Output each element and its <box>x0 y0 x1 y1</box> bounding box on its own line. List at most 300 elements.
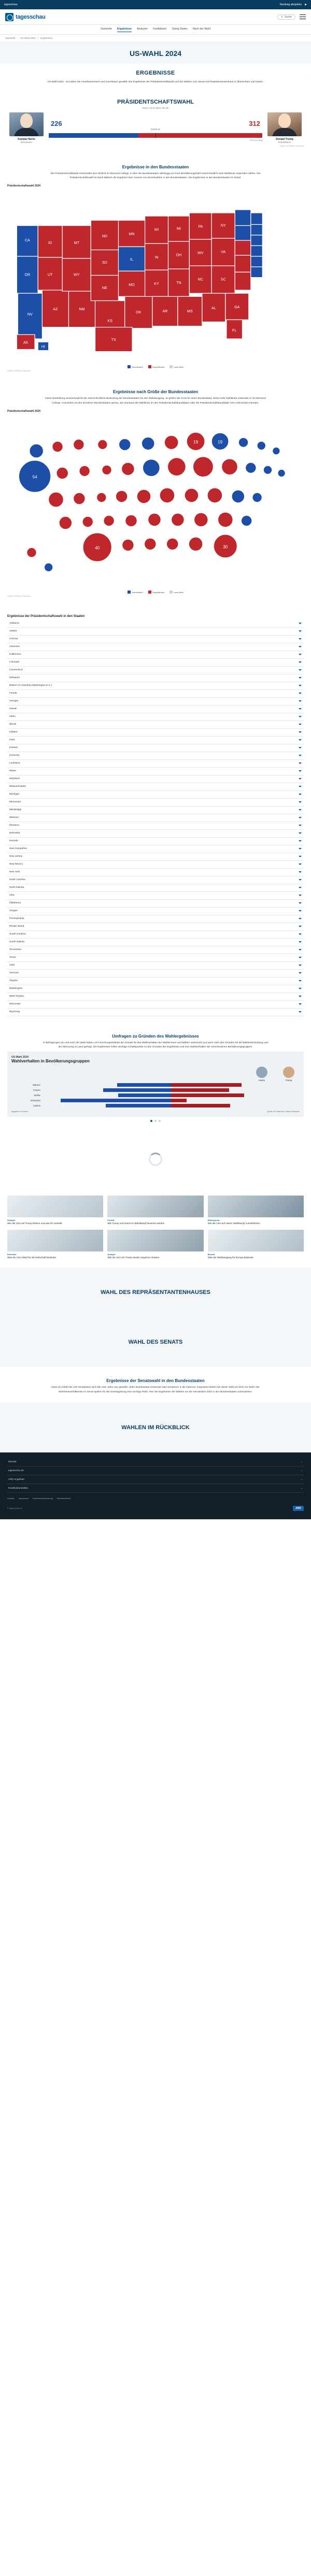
teaser-thumbnail <box>7 1196 103 1217</box>
nav-item-analysen[interactable]: Analysen <box>136 27 148 31</box>
state-accordion-item[interactable] <box>7 900 304 908</box>
state-accordion-item[interactable] <box>7 791 304 799</box>
us-bubble-map[interactable] <box>7 414 304 588</box>
state-accordion-item[interactable] <box>7 807 304 814</box>
chevron-down-icon <box>299 638 302 640</box>
footer-accordion-row[interactable] <box>7 1475 304 1484</box>
chevron-down-icon: ⌄ <box>301 1486 303 1489</box>
legend-open: noch offen <box>169 365 183 368</box>
state-name: District of Columbia (Washington D.C.) <box>9 684 52 687</box>
play-broadcast-label[interactable]: Sendung abspielen <box>279 3 302 6</box>
house-heading: WAHL DES REPRÄSENTANTENHAUSES <box>101 1289 210 1296</box>
state-name: North Carolina <box>9 879 25 882</box>
page-title-band <box>0 42 311 64</box>
chevron-down-icon <box>299 747 302 749</box>
chevron-down-icon <box>299 731 302 733</box>
state-accordion-item[interactable] <box>7 752 304 760</box>
state-accordion-item[interactable] <box>7 822 304 830</box>
state-name: North Dakota <box>9 886 24 889</box>
chart-bar-harris <box>61 1099 171 1106</box>
svg-text:19: 19 <box>218 439 223 444</box>
state-accordion-item[interactable] <box>7 962 304 970</box>
state-accordion-item[interactable] <box>7 931 304 939</box>
state-accordion-item[interactable] <box>7 1009 304 1016</box>
candidate-harris <box>7 112 46 143</box>
chevron-down-icon <box>299 739 302 741</box>
svg-text:MN: MN <box>129 232 135 237</box>
retro-section <box>0 1403 311 1452</box>
state-accordion-item[interactable] <box>7 643 304 651</box>
state-accordion-item[interactable] <box>7 993 304 1001</box>
carousel-dots[interactable] <box>7 1120 304 1122</box>
chevron-down-icon <box>299 864 302 865</box>
teaser-thumbnail <box>208 1196 304 1217</box>
teaser-headline: Wie die USA auf Trump blicken und was ihn antreibt <box>7 1222 62 1225</box>
state-accordion-item[interactable] <box>7 737 304 744</box>
electoral-label: Wahlleute <box>150 128 161 131</box>
logo-wordmark: tagesschau <box>16 13 46 20</box>
electoral-score <box>49 120 262 143</box>
presidential-source: Quelle: AP/Edison Research <box>280 145 304 148</box>
state-name: Ohio <box>9 894 15 897</box>
state-accordion-item[interactable] <box>7 674 304 682</box>
presidential-stand: Stand: 20.12.2024, 09 Uhr <box>142 107 169 110</box>
svg-text:VA: VA <box>221 250 226 255</box>
state-accordion-item[interactable] <box>7 799 304 807</box>
teaser-kicker: Analyse <box>7 1219 16 1222</box>
teaser-column-1 <box>7 1196 103 1259</box>
footer-accordion-label: ARD-Angebote <box>8 1478 24 1481</box>
us-choropleth-map[interactable] <box>7 189 304 363</box>
chart-value-harris: 53 <box>104 1093 107 1096</box>
state-accordion-item[interactable] <box>7 869 304 876</box>
state-name: New Mexico <box>9 863 23 866</box>
ard-logo[interactable]: ARD <box>293 1506 304 1511</box>
legend-dem: Demokraten <box>128 365 143 368</box>
svg-text:PA: PA <box>198 225 203 229</box>
state-accordion-item[interactable] <box>7 667 304 674</box>
candidate-trump <box>265 112 304 143</box>
footer-accordion-row[interactable] <box>7 1484 304 1493</box>
logo-mark-icon <box>5 13 13 21</box>
svg-text:FL: FL <box>232 328 237 333</box>
svg-text:GA: GA <box>234 305 240 310</box>
state-name: Rhode Island <box>9 925 24 928</box>
state-accordion-item[interactable] <box>7 970 304 977</box>
chart-bar-trump <box>171 1093 244 1097</box>
state-accordion-item[interactable] <box>7 954 304 962</box>
teaser-item[interactable] <box>7 1196 103 1226</box>
state-accordion-item[interactable] <box>7 985 304 993</box>
footer-link-impressum[interactable]: Impressum <box>18 1496 29 1500</box>
carousel-dot-2[interactable] <box>154 1120 157 1122</box>
state-name: Alabama <box>9 622 19 625</box>
state-accordion-item[interactable] <box>7 915 304 923</box>
primary-nav <box>0 25 311 35</box>
nav-item-nach-der-wahl[interactable]: Nach der Wahl <box>192 27 210 31</box>
bubble-legend-rep: Republikaner <box>148 591 165 594</box>
size-map-title: Ergebnisse nach Größe der Bundesstaaten <box>112 390 199 395</box>
burger-menu-icon[interactable] <box>300 15 306 19</box>
state-accordion-item[interactable] <box>7 659 304 667</box>
state-name: New Hampshire <box>9 847 27 851</box>
chevron-down-icon <box>299 972 302 974</box>
state-accordion-item[interactable] <box>7 830 304 838</box>
state-name: Florida <box>9 692 17 695</box>
state-name: South Carolina <box>9 933 26 936</box>
state-name: Alaska <box>9 630 17 633</box>
chart-bar-harris <box>106 1104 171 1112</box>
state-name: Georgia <box>9 700 19 703</box>
choropleth-legend <box>7 365 304 368</box>
state-name: Kentucky <box>9 754 20 757</box>
search-input[interactable] <box>277 15 295 20</box>
chevron-down-icon <box>299 832 302 834</box>
state-accordion-item[interactable] <box>7 775 304 783</box>
state-name: Nebraska <box>9 832 20 835</box>
chevron-down-icon <box>299 988 302 989</box>
nav-item-swing-states[interactable]: Swing States <box>172 27 188 31</box>
svg-text:OH: OH <box>176 253 182 258</box>
state-name: Tennessee <box>9 948 22 952</box>
footer-accordion-row[interactable] <box>7 1458 304 1466</box>
state-name: Arizona <box>9 638 18 641</box>
state-accordion-item[interactable] <box>7 814 304 822</box>
teaser-kicker: Analyse <box>107 1253 116 1256</box>
exitpolls-section <box>0 1023 311 1128</box>
svg-text:19: 19 <box>193 439 199 444</box>
footer-link-datenschutz[interactable]: Datenschutzerklärung <box>33 1496 53 1500</box>
loading-placeholder <box>0 1128 311 1190</box>
state-accordion-item[interactable] <box>7 721 304 729</box>
svg-text:AZ: AZ <box>53 307 58 312</box>
state-name: Maryland <box>9 778 20 781</box>
state-name: Maine <box>9 770 17 773</box>
state-accordion-item[interactable] <box>7 939 304 946</box>
footer-bottom <box>7 1506 304 1511</box>
state-accordion-list <box>7 620 304 1016</box>
state-name: West Virginia <box>9 995 24 998</box>
utility-bar-right <box>279 3 307 6</box>
breadcrumb-item-ergebnisse: Ergebnisse <box>40 37 53 39</box>
state-name: Delaware <box>9 677 20 680</box>
chevron-down-icon <box>299 996 302 997</box>
chevron-down-icon <box>299 902 302 904</box>
teaser-item[interactable] <box>7 1230 103 1260</box>
state-accordion-item[interactable] <box>7 760 304 768</box>
state-name: Idaho <box>9 715 16 718</box>
bubble-legend-open: noch offen <box>169 591 183 594</box>
results-heading: ERGEBNISSE <box>136 70 175 76</box>
svg-text:SC: SC <box>220 278 226 282</box>
state-accordion-item[interactable] <box>7 768 304 775</box>
svg-text:NE: NE <box>102 286 107 291</box>
breadcrumb-item-home[interactable]: Startseite <box>5 37 16 39</box>
chevron-down-icon <box>299 887 302 888</box>
choropleth-source: Quelle: AP/Edison Research <box>7 370 31 372</box>
chart-group-row <box>11 1083 300 1087</box>
state-name: Iowa <box>9 739 15 742</box>
majority-label: 270 zum Sieg <box>249 139 262 142</box>
footer-accordion <box>7 1458 304 1493</box>
state-accordion-item[interactable] <box>7 946 304 954</box>
teaser-headline: Was die USA-Wahl für die Wirtschaft bedeutet <box>7 1256 56 1259</box>
chart-footer <box>11 1111 300 1113</box>
chevron-down-icon: ⌄ <box>301 1477 303 1480</box>
svg-text:KS: KS <box>107 319 112 323</box>
state-accordion-item[interactable] <box>7 628 304 636</box>
retro-heading: WAHLEN IM RÜCKBLICK <box>121 1424 190 1431</box>
carousel-dot-1[interactable] <box>150 1120 152 1122</box>
state-name: Minnesota <box>9 801 21 804</box>
teaser-kicker: Porträt <box>107 1219 115 1222</box>
state-accordion-item[interactable] <box>7 908 304 915</box>
svg-text:NM: NM <box>79 307 85 312</box>
chart-foot-left: Angaben in Prozent <box>11 1111 28 1113</box>
chart-group-row <box>11 1093 300 1097</box>
candidate-scoreboard <box>7 112 304 143</box>
state-name: Arkansas <box>9 645 20 649</box>
state-name: South Dakota <box>9 941 25 944</box>
wahlverhalten-chart-card[interactable] <box>7 1052 304 1117</box>
chevron-down-icon <box>299 871 302 873</box>
state-accordion-item[interactable] <box>7 744 304 752</box>
teaser-grid <box>0 1190 311 1268</box>
state-accordion-item[interactable] <box>7 853 304 861</box>
footer-accordion-label: Rundfunkanstalten <box>8 1487 29 1490</box>
teaser-item[interactable] <box>107 1230 203 1260</box>
breadcrumb-sep-1: › <box>17 37 18 39</box>
chevron-down-icon <box>299 724 302 725</box>
loading-spinner-icon <box>149 1153 162 1166</box>
chart-group-label: Männer <box>33 1084 40 1087</box>
chevron-down-icon <box>299 801 302 803</box>
state-name: Missouri <box>9 816 19 819</box>
svg-text:UT: UT <box>47 272 53 277</box>
chevron-down-icon <box>299 677 302 679</box>
chart-bar-trump <box>171 1083 242 1087</box>
state-name: Hawaii <box>9 708 17 711</box>
breadcrumb-item-uswahl[interactable]: US-Wahl 2024 <box>20 37 36 39</box>
svg-text:TN: TN <box>176 281 181 285</box>
states-map-label: Präsidentschaftswahl 2024 <box>7 184 40 188</box>
chevron-down-icon <box>299 957 302 958</box>
state-name: Nevada <box>9 840 18 843</box>
teaser-item[interactable] <box>208 1230 304 1260</box>
chevron-down-icon <box>299 941 302 943</box>
chart-kicker: US-Wahl 2024 <box>11 1056 29 1059</box>
breadcrumb <box>0 35 311 42</box>
svg-text:OR: OR <box>24 272 31 277</box>
state-accordion-item[interactable] <box>7 892 304 900</box>
search-placeholder: Suche <box>284 15 292 19</box>
exitpolls-title: Umfragen zu Gründen des Wahlergebnisses <box>112 1033 199 1039</box>
svg-text:CA: CA <box>24 238 30 243</box>
state-accordion-item[interactable] <box>7 977 304 985</box>
state-accordion-item[interactable] <box>7 923 304 931</box>
chevron-down-icon <box>299 630 302 632</box>
page-title: US-WAHL 2024 <box>129 49 182 57</box>
chart-candidate-header <box>11 1067 300 1082</box>
teaser-item[interactable] <box>208 1196 304 1226</box>
state-accordion-item[interactable] <box>7 884 304 892</box>
teaser-thumbnail <box>107 1196 203 1217</box>
chevron-down-icon <box>299 918 302 919</box>
state-accordion-item[interactable] <box>7 636 304 643</box>
teaser-thumbnail <box>208 1230 304 1251</box>
state-name: Mississippi <box>9 809 22 812</box>
teaser-headline: Was der Wahlausgang für Europa bedeutet <box>207 1256 253 1259</box>
state-name: Massachusetts <box>9 785 26 788</box>
tagesschau-logo[interactable] <box>5 13 46 21</box>
state-name: Texas <box>9 956 16 959</box>
state-name: Utah <box>9 964 15 967</box>
chevron-down-icon <box>299 817 302 818</box>
state-accordion-item[interactable] <box>7 876 304 884</box>
chart-bar-trump <box>171 1099 187 1102</box>
chevron-down-icon <box>299 646 302 647</box>
chart-bar-harris <box>117 1083 171 1087</box>
state-accordion-item[interactable] <box>7 729 304 737</box>
svg-text:KY: KY <box>154 282 159 286</box>
state-accordion-item[interactable] <box>7 1001 304 1009</box>
state-name: New York <box>9 871 20 874</box>
chart-value-harris: 51 <box>106 1109 109 1112</box>
state-name: Wyoming <box>9 1011 20 1014</box>
svg-text:AK: AK <box>23 340 29 345</box>
svg-text:IN: IN <box>154 255 159 260</box>
footer-link-barrierefreiheit[interactable]: Barrierefreiheit <box>57 1496 71 1500</box>
carousel-dot-3[interactable] <box>159 1120 161 1122</box>
footer-accordion-row[interactable] <box>7 1466 304 1475</box>
svg-text:WV: WV <box>197 251 204 256</box>
presidential-heading: PRÄSIDENTSCHAFTSWAHL <box>117 99 194 106</box>
chevron-down-icon <box>299 895 302 896</box>
chevron-down-icon <box>299 669 302 671</box>
results-intro-section <box>0 64 311 93</box>
state-name: Michigan <box>9 793 20 796</box>
search-icon: ⚲ <box>281 15 283 19</box>
svg-text:AR: AR <box>162 309 168 314</box>
svg-text:HI: HI <box>41 344 46 349</box>
footer-link-kontakt[interactable]: Kontakt <box>7 1496 15 1500</box>
trump-portrait <box>267 112 302 136</box>
trump-party: Republikaner <box>278 141 291 144</box>
state-name: Oklahoma <box>9 902 21 905</box>
svg-text:MI: MI <box>176 227 181 232</box>
svg-text:30: 30 <box>223 544 228 550</box>
site-footer <box>0 1452 311 1519</box>
trump-avatar <box>283 1067 294 1078</box>
harris-avatar <box>256 1067 267 1078</box>
senate-section <box>0 1317 311 1367</box>
utility-bar-left <box>4 3 18 6</box>
teaser-thumbnail <box>7 1230 103 1251</box>
state-name: Kalifornien <box>9 653 21 656</box>
chart-group-row <box>11 1099 300 1106</box>
chevron-down-icon <box>299 755 302 756</box>
state-accordion-item[interactable] <box>7 838 304 845</box>
state-accordion-item[interactable] <box>7 845 304 853</box>
bubble-source: Quelle: AP/Edison Research <box>7 595 31 597</box>
electoral-bar <box>49 133 262 138</box>
state-accordion-item[interactable] <box>7 651 304 659</box>
nav-item-startseite[interactable]: Startseite <box>101 27 112 31</box>
play-icon[interactable]: ▶ <box>305 3 307 6</box>
state-accordion-item[interactable] <box>7 713 304 721</box>
chart-group-label: Schwarze <box>30 1099 40 1102</box>
chevron-down-icon <box>299 693 302 694</box>
trump-chart-name: Trump <box>285 1079 292 1082</box>
chevron-down-icon <box>299 623 302 624</box>
copyright: © tagesschau.de <box>7 1507 22 1509</box>
chevron-down-icon <box>299 825 302 826</box>
exitpolls-text: In Befragungen am und nach der Wahl haben US-Forschungsinstitute die Gründe für das Wahlverhalten der Wählerinnen und Wähler untersucht und auch nach den Gründen für die Wahlentscheidung und der Stimmung im Land gefragt. Die Ergebnisse helfen wichtige Anhaltspunkte zu den Gründen der Ergebnisse und zum Wahlverhalten der verschiedenen Bevölkerungsgruppen. <box>43 1041 268 1048</box>
teaser-headline: Wie die USA mit Trump wieder umgehen müssen <box>107 1256 160 1259</box>
harris-party: Demokraten <box>20 141 33 144</box>
harris-chart-name: Harris <box>259 1079 265 1082</box>
states-map-text: Die Präsidentschaftswahl entscheidet sich letztlich im Electoral College, in dem die Bundesstaaten abhängig von ihrer Bevölkerungszahl unterschiedlich viele Wahlleute entsenden dürfen. Die Präsidentschaftswahl ist damit faktisch die Ergebnis einer Summe von Einzelwahlen in den Bundesstaaten. Die Ergebnisse in den Bundesstaaten im Detail: <box>50 172 261 180</box>
chevron-down-icon <box>299 661 302 663</box>
state-name: Washington <box>9 987 23 990</box>
footer-accordion-label: tagesschau.de <box>8 1469 24 1472</box>
senate-states-section <box>0 1367 311 1402</box>
harris-electoral-votes: 226 <box>51 120 62 128</box>
chart-foot-right: Quelle: AP VoteCast / Edison Research <box>267 1111 300 1113</box>
state-accordion-item[interactable] <box>7 682 304 690</box>
chart-group-label: Latinos <box>33 1104 40 1107</box>
svg-text:SD: SD <box>102 261 107 265</box>
teaser-kicker: Hintergrund <box>207 1219 220 1222</box>
state-name: Pennsylvania <box>9 917 24 920</box>
state-accordion-item[interactable] <box>7 783 304 791</box>
chevron-down-icon <box>299 949 302 951</box>
chevron-down-icon: ⌄ <box>301 1469 303 1472</box>
state-accordion-item[interactable] <box>7 698 304 706</box>
svg-text:ID: ID <box>48 241 52 246</box>
chevron-down-icon <box>299 1003 302 1005</box>
harris-name: Kamala Harris <box>18 138 35 141</box>
svg-text:OK: OK <box>136 310 142 315</box>
svg-text:MT: MT <box>74 241 79 246</box>
state-accordion-section <box>0 603 311 1023</box>
trump-name: Donald Trump <box>276 138 293 141</box>
state-accordion-item[interactable] <box>7 706 304 713</box>
state-name: Wisconsin <box>9 1003 21 1006</box>
teaser-item[interactable] <box>107 1196 203 1226</box>
results-intro-text: US-Wahl 2024 - So haben die Amerikanerinnen und Amerikaner gewählt: Die Ergebnisse der Präsidentschaftswahl und der Wahlen zum Senat und Repräsentantenhaus in Übersichten und Karten. <box>47 81 264 83</box>
teaser-headline: Wie Trump und Harris im Wahlkampf bewertet werden <box>107 1222 165 1225</box>
chart-value-harris: 86 <box>61 1103 64 1106</box>
nav-item-kandidaten[interactable]: Kandidaten <box>153 27 167 31</box>
size-map-text: Diese Darstellung veranschaulicht die unterschiedliche Bedeutung der Bundesstaaten für den Wahlausgang. Je größer der Kreis für einen Bundesstaat, desto mehr Wahlleute entsendet er ins Electoral College. Anzusehen ist den einzelnen Bundesstaaten genau, wie dominant die Wahlleute an den Präsidentschaftskandidaten oder die Präsidentschaftskandidatin sich entscheiden könnten. <box>45 397 266 405</box>
teaser-headline: Wie die USA auf Harris' Wahlkampf zurückblicken <box>207 1222 260 1225</box>
state-accordion-item[interactable] <box>7 620 304 628</box>
state-accordion-item[interactable] <box>7 690 304 698</box>
svg-text:IL: IL <box>130 257 134 262</box>
nav-item-ergebnisse[interactable]: Ergebnisse <box>117 27 132 32</box>
state-name: Kansas <box>9 746 18 750</box>
chevron-down-icon <box>299 980 302 982</box>
svg-text:54: 54 <box>32 474 37 480</box>
state-name: Louisiana <box>9 762 20 765</box>
teaser-kicker: Interview <box>7 1253 17 1256</box>
state-accordion-item[interactable] <box>7 861 304 869</box>
chevron-down-icon <box>299 794 302 795</box>
states-map-section <box>0 153 311 378</box>
utility-brand[interactable]: tagesschau <box>4 3 18 6</box>
state-name: Virginia <box>9 980 18 983</box>
